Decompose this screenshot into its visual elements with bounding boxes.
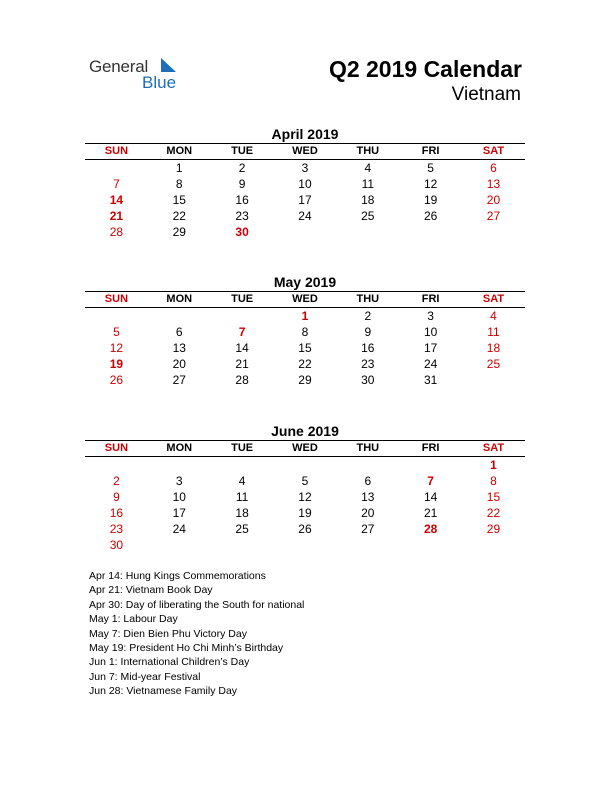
weekday-header-row — [85, 143, 525, 160]
day-cell: 7 — [238, 325, 246, 339]
day-cell: 11 — [235, 490, 249, 504]
day-cell: 18 — [486, 341, 501, 355]
page-title: Q2 2019 Calendar — [328, 56, 522, 82]
holiday-entry: May 7: Dien Bien Phu Victory Day — [89, 627, 247, 640]
day-cell: 18 — [235, 506, 249, 520]
day-cell: 17 — [298, 193, 312, 207]
day-cell: 19 — [109, 357, 124, 371]
empty-cell — [211, 457, 274, 473]
month-title: June 2019 — [271, 423, 339, 439]
day-cell: 21 — [423, 506, 438, 520]
day-cell: 30 — [235, 225, 249, 239]
day-cell: 19 — [423, 193, 438, 207]
holiday-entry: May 1: Labour Day — [89, 613, 178, 626]
day-cell: 19 — [298, 506, 312, 520]
day-grid — [85, 160, 525, 240]
day-cell: 24 — [172, 522, 186, 536]
day-cell: 25 — [486, 357, 501, 371]
empty-cell — [85, 160, 148, 176]
weekday-header-wed: WED — [292, 145, 318, 157]
day-grid — [85, 457, 525, 553]
day-cell: 13 — [361, 490, 375, 504]
day-cell: 21 — [109, 209, 124, 223]
day-cell: 20 — [486, 193, 501, 207]
weekday-header-tue: TUE — [231, 293, 254, 305]
empty-cell — [336, 457, 399, 473]
day-cell: 26 — [423, 209, 438, 223]
day-cell: 14 — [109, 193, 124, 207]
day-cell: 10 — [423, 325, 438, 339]
weekday-header-fri: FRI — [421, 293, 440, 305]
day-cell: 15 — [172, 193, 186, 207]
month-may — [85, 273, 525, 388]
day-cell: 5 — [427, 161, 434, 175]
brand-logo — [89, 57, 189, 93]
day-cell: 5 — [301, 474, 309, 488]
empty-cell — [85, 457, 148, 473]
day-cell: 23 — [361, 357, 375, 371]
weekday-header-thu: THU — [356, 442, 380, 454]
day-cell: 27 — [486, 209, 501, 223]
logo-triangle-icon — [161, 58, 176, 72]
weekday-header-tue: TUE — [231, 145, 254, 157]
weekday-header-row — [85, 291, 525, 308]
day-cell: 4 — [238, 474, 246, 488]
holiday-entry: Jun 28: Vietnamese Family Day — [89, 685, 238, 698]
day-cell: 1 — [490, 458, 497, 472]
holiday-entry: Apr 30: Day of liberating the South for national — [89, 598, 305, 611]
day-cell: 23 — [109, 522, 124, 536]
weekday-header-sat: SAT — [482, 442, 505, 454]
day-cell: 4 — [490, 309, 497, 323]
day-cell: 12 — [423, 177, 438, 191]
weekday-header-tue: TUE — [231, 442, 254, 454]
day-cell: 26 — [298, 522, 312, 536]
day-cell: 31 — [423, 373, 438, 387]
weekday-header-fri: FRI — [421, 145, 440, 157]
country-subtitle: Vietnam — [451, 84, 521, 105]
day-cell: 22 — [486, 506, 501, 520]
day-cell: 24 — [423, 357, 438, 371]
day-cell: 8 — [490, 474, 497, 488]
day-cell: 16 — [361, 341, 375, 355]
holiday-entry: May 19: President Ho Chi Minh’s Birthday — [89, 642, 284, 655]
weekday-header-sun: SUN — [104, 442, 129, 454]
holiday-entry: Jun 7: Mid-year Festival — [89, 670, 201, 683]
day-cell: 16 — [109, 506, 124, 520]
month-title: April 2019 — [271, 126, 339, 142]
day-cell: 25 — [235, 522, 249, 536]
weekday-header-sat: SAT — [482, 145, 505, 157]
day-cell: 13 — [172, 341, 186, 355]
day-cell: 15 — [298, 341, 312, 355]
day-cell: 3 — [301, 161, 309, 175]
day-cell: 3 — [427, 309, 434, 323]
day-cell: 22 — [172, 209, 186, 223]
day-cell: 6 — [175, 325, 183, 339]
day-cell: 17 — [172, 506, 186, 520]
day-cell: 2 — [238, 161, 246, 175]
day-cell: 13 — [486, 177, 501, 191]
day-cell: 16 — [235, 193, 249, 207]
logo-text-blue: Blue — [142, 73, 177, 92]
day-cell: 11 — [361, 177, 375, 191]
weekday-header-mon: MON — [166, 293, 193, 305]
day-cell: 3 — [175, 474, 183, 488]
day-cell: 14 — [235, 341, 249, 355]
weekday-header-sat: SAT — [482, 293, 505, 305]
day-cell: 17 — [423, 341, 438, 355]
holiday-list — [89, 569, 304, 699]
weekday-header-wed: WED — [292, 293, 318, 305]
day-cell: 7 — [427, 474, 434, 488]
day-cell: 23 — [235, 209, 249, 223]
day-cell: 1 — [175, 161, 183, 175]
weekday-header-mon: MON — [166, 442, 193, 454]
day-cell: 27 — [172, 373, 186, 387]
day-grid — [85, 308, 525, 388]
day-cell: 26 — [109, 373, 124, 387]
day-cell: 9 — [238, 177, 246, 191]
day-cell: 7 — [113, 177, 120, 191]
day-cell: 5 — [113, 325, 120, 339]
day-cell: 15 — [486, 490, 501, 504]
day-cell: 9 — [364, 325, 372, 339]
day-cell: 20 — [172, 357, 186, 371]
day-cell: 4 — [364, 161, 372, 175]
weekday-header-row — [85, 440, 525, 457]
weekday-header-mon: MON — [166, 145, 193, 157]
day-cell: 10 — [172, 490, 186, 504]
empty-cell — [148, 308, 211, 324]
day-cell: 28 — [109, 225, 124, 239]
day-cell: 27 — [361, 522, 375, 536]
day-cell: 20 — [361, 506, 375, 520]
day-cell: 22 — [298, 357, 312, 371]
month-title: May 2019 — [273, 274, 337, 290]
weekday-header-thu: THU — [356, 293, 380, 305]
weekday-header-sun: SUN — [104, 293, 129, 305]
day-cell: 9 — [113, 490, 120, 504]
month-april — [85, 125, 525, 240]
empty-cell — [85, 308, 148, 324]
day-cell: 24 — [298, 209, 312, 223]
logo-text-general: General — [89, 57, 149, 76]
day-cell: 29 — [172, 225, 186, 239]
holiday-entry: Jun 1: International Children’s Day — [89, 656, 250, 669]
day-cell: 14 — [423, 490, 438, 504]
weekday-header-thu: THU — [356, 145, 380, 157]
day-cell: 11 — [487, 325, 500, 339]
empty-cell — [399, 457, 462, 473]
day-cell: 1 — [301, 309, 309, 323]
weekday-header-wed: WED — [292, 442, 318, 454]
day-cell: 8 — [175, 177, 183, 191]
day-cell: 28 — [423, 522, 438, 536]
day-cell: 2 — [364, 309, 372, 323]
day-cell: 12 — [298, 490, 312, 504]
day-cell: 2 — [113, 474, 120, 488]
day-cell: 6 — [490, 161, 497, 175]
month-june — [85, 422, 525, 553]
empty-cell — [274, 457, 337, 473]
day-cell: 6 — [364, 474, 372, 488]
day-cell: 8 — [301, 325, 309, 339]
day-cell: 18 — [361, 193, 375, 207]
holiday-entry: Apr 14: Hung Kings Commemorations — [89, 570, 266, 582]
weekday-header-fri: FRI — [421, 442, 440, 454]
day-cell: 29 — [298, 373, 312, 387]
day-cell: 12 — [109, 341, 124, 355]
day-cell: 21 — [235, 357, 249, 371]
holiday-entry: Apr 21: Vietnam Book Day — [89, 584, 213, 597]
day-cell: 28 — [235, 373, 249, 387]
empty-cell — [148, 457, 211, 473]
day-cell: 30 — [361, 373, 375, 387]
weekday-header-sun: SUN — [104, 145, 129, 157]
day-cell: 25 — [361, 209, 375, 223]
empty-cell — [211, 308, 274, 324]
day-cell: 29 — [486, 522, 501, 536]
day-cell: 30 — [109, 538, 124, 552]
day-cell: 10 — [298, 177, 312, 191]
